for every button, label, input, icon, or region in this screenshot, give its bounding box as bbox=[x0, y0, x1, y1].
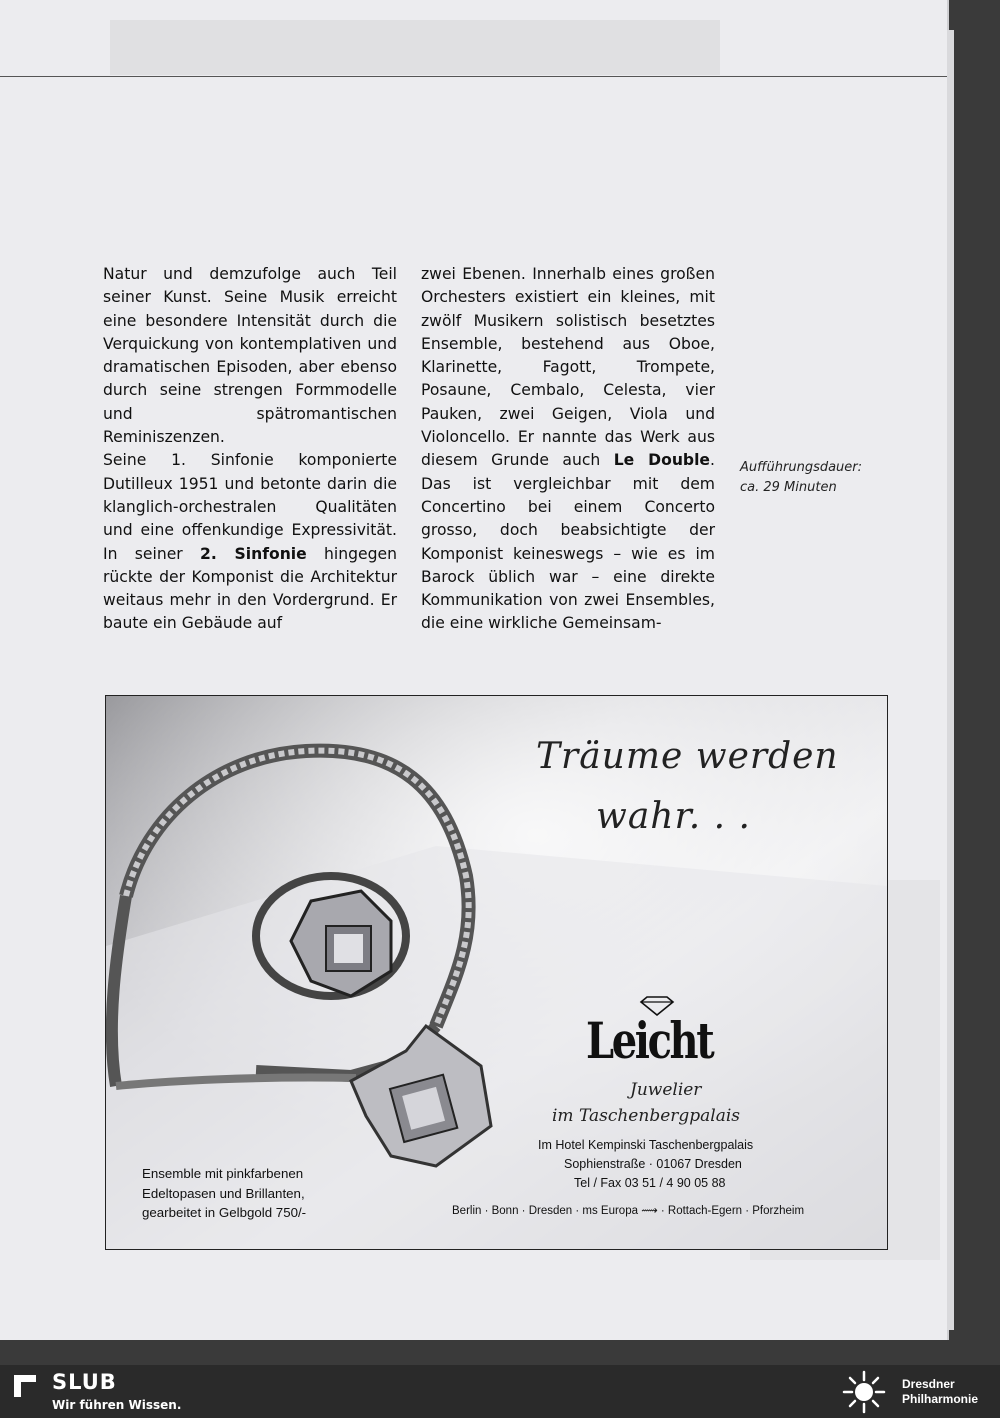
article-column-right bbox=[421, 263, 715, 636]
emphasis-text: Le Double bbox=[613, 451, 711, 470]
page-edge bbox=[947, 30, 954, 1330]
slub-tagline: Wir führen Wissen. bbox=[52, 1398, 182, 1412]
article-column-left bbox=[103, 263, 397, 636]
jeweler-logo: Leicht bbox=[586, 1011, 713, 1070]
paragraph: Seine 1. Sinfonie komponierte Dutilleux 1951 und betonte darin die klanglich-orchestralen Qualitäten und eine offenkundige Expressivität. In seiner 2. Sinfonie hingegen rückte der Komponist die Architektur weitaus mehr in den Vordergrund. Er baute ein Gebäude auf bbox=[103, 451, 397, 633]
ad-address-street: Sophienstraße · 01067 Dresden bbox=[564, 1157, 742, 1171]
philharmonie-name: Dresdner Philharmonie bbox=[902, 1377, 979, 1406]
ad-slogan: wahr. . . bbox=[596, 796, 751, 837]
duration-note: Aufführungsdauer: ca. 29 Minuten bbox=[740, 460, 863, 495]
philharmonie-logo-icon bbox=[842, 1370, 886, 1414]
emphasis-text: 2. Sinfonie bbox=[200, 544, 307, 563]
slub-name: SLUB bbox=[52, 1370, 117, 1394]
logo-subtitle: Juwelier bbox=[630, 1080, 702, 1100]
bleed-through-block bbox=[110, 20, 720, 75]
jeweler-advertisement bbox=[105, 695, 888, 1250]
paragraph: zwei Ebenen. Innerhalb eines großen Orchesters existiert ein kleines, mit zwölf Musikern solistisch besetztes Ensemble, bestehend aus Oboe, Klarinette, Fagott, Trompete, Posaune, Cembalo, Celesta, vier Pauken, zwei Geigen, Viola und Violoncello. Er nannte das Werk aus diesem Grunde auch Le Double. Das ist vergleichbar mit dem Concertino bei einem Concerto grosso, doch beabsichtigte der Komponist keineswegs – wie es im Barock üblich war – eine direkte Kommunikation von zwei Ensembles, die eine wirkliche Gemeinsam- bbox=[421, 265, 715, 633]
ad-caption: Ensemble mit pinkfarbenen Edeltopasen und Brillanten, gearbeitet in Gelbgold 750/- bbox=[142, 1166, 307, 1220]
logo-location: im Taschenbergpalais bbox=[552, 1106, 741, 1126]
ad-phone: Tel / Fax 03 51 / 4 90 05 88 bbox=[574, 1176, 726, 1190]
viewer-footer bbox=[0, 1365, 1000, 1418]
ad-slogan: Träume werden bbox=[536, 736, 839, 777]
paragraph: Natur und demzufolge auch Teil seiner Kunst. Seine Musik erreicht eine besondere Intensität durch die Verquickung von kontemplativen und dramatischen Episoden, aber ebenso durch seine strengen Formmodelle und spätromantischen Reminiszenzen. bbox=[103, 265, 397, 447]
ad-locations: Berlin · Bonn · Dresden · ms Europa ⟿ · Rottach-Egern · Pforzheim bbox=[452, 1205, 805, 1217]
ad-address-hotel: Im Hotel Kempinski Taschenbergpalais bbox=[538, 1138, 754, 1152]
header-rule bbox=[0, 76, 947, 77]
slub-logo-icon bbox=[12, 1373, 38, 1399]
